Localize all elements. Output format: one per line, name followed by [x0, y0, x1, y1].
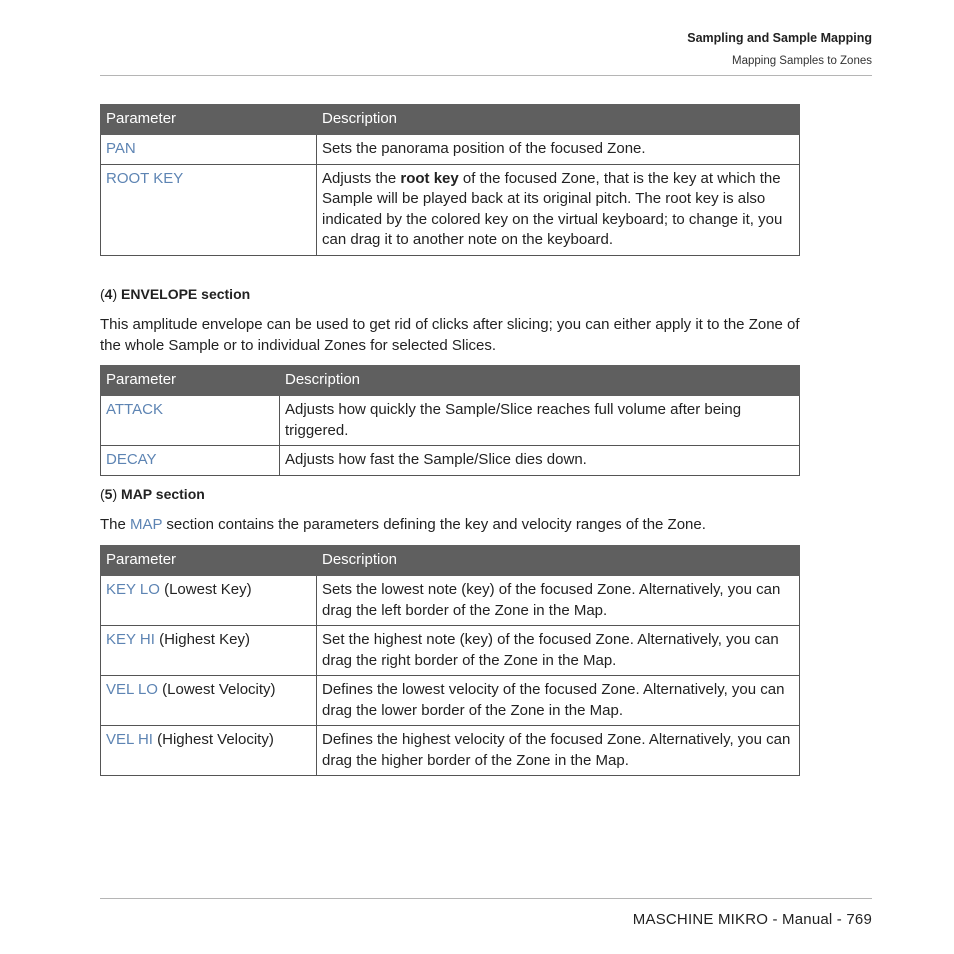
envelope-paragraph: This amplitude envelope can be used to get rid of clicks after slicing; you can either apply it to the Zone of the whole Sample or to individual Zones for selected Slices.: [100, 316, 800, 354]
table-row: [101, 135, 800, 165]
parameter-cell: [101, 726, 317, 776]
parameter-cell: [101, 576, 317, 626]
header-divider: [100, 75, 872, 76]
paragraph-control-name: MAP: [130, 516, 163, 533]
description-cell: Adjusts how quickly the Sample/Slice reaches full volume after being triggered.: [280, 396, 800, 446]
map-paragraph: [100, 514, 810, 535]
parameter-table-envelope: [100, 365, 800, 476]
parameter-note: (Lowest Velocity): [157, 681, 276, 698]
parameter-cell: [101, 446, 280, 476]
table-row: [101, 396, 800, 446]
envelope-section-heading: [100, 286, 250, 302]
parameter-cell: [101, 676, 317, 726]
parameter-name: KEY HI: [106, 631, 155, 648]
paragraph-text: The: [100, 516, 131, 533]
map-section-heading: [100, 486, 205, 502]
parameter-cell: [101, 396, 280, 446]
description-cell: Adjusts how fast the Sample/Slice dies down.: [280, 446, 800, 476]
column-header-description: Description: [317, 546, 800, 576]
parameter-name: PAN: [106, 140, 136, 157]
heading-paren-close: ): [112, 486, 118, 502]
description-text: of the focused Zone, that is the key at which the Sample will be played back at its original pitch. The root key is also indicated by the colored key on the virtual keyboard; to change it, you can drag it to another note on the keyboard.: [322, 169, 783, 248]
heading-title: ENVELOPE section: [121, 286, 251, 302]
table-row: [101, 726, 800, 776]
heading-number: 4: [104, 286, 113, 302]
parameter-name: KEY LO: [106, 581, 160, 598]
section-title: Mapping Samples to Zones: [732, 55, 872, 67]
parameter-cell: [101, 626, 317, 676]
parameter-table-map: [100, 545, 800, 776]
table-row: [101, 446, 800, 476]
table-header-row: [101, 105, 800, 135]
description-cell: Set the highest note (key) of the focused Zone. Alternatively, you can drag the right border of the Zone in the Map.: [317, 626, 800, 676]
heading-number: 5: [104, 486, 113, 502]
heading-paren-close: ): [112, 286, 118, 302]
parameter-name: VEL LO: [106, 681, 158, 698]
parameter-note: (Highest Key): [154, 631, 250, 648]
table-header-row: [101, 546, 800, 576]
description-cell: Defines the highest velocity of the focused Zone. Alternatively, you can drag the higher border of the Zone in the Map.: [317, 726, 800, 776]
description-cell: [317, 164, 800, 255]
description-emphasis: root key: [400, 169, 459, 187]
footer-divider: [100, 898, 872, 899]
table-row: [101, 626, 800, 676]
description-cell: Sets the panorama position of the focused Zone.: [317, 135, 800, 165]
table-row: [101, 164, 800, 255]
chapter-title: Sampling and Sample Mapping: [687, 31, 872, 45]
description-cell: Sets the lowest note (key) of the focused Zone. Alternatively, you can drag the left border of the Zone in the Map.: [317, 576, 800, 626]
parameter-name: VEL HI: [106, 731, 153, 748]
parameter-cell: [101, 164, 317, 255]
table-header-row: [101, 366, 800, 396]
description-text: Adjusts the: [322, 169, 401, 187]
parameter-cell: [101, 135, 317, 165]
column-header-parameter: Parameter: [101, 105, 317, 135]
column-header-parameter: Parameter: [101, 366, 280, 396]
parameter-name: DECAY: [106, 451, 157, 468]
parameter-note: (Lowest Key): [159, 581, 252, 598]
description-cell: Defines the lowest velocity of the focused Zone. Alternatively, you can drag the lower border of the Zone in the Map.: [317, 676, 800, 726]
parameter-name: ROOT KEY: [106, 169, 184, 187]
paragraph-text: section contains the parameters defining the key and velocity ranges of the Zone.: [162, 516, 706, 533]
heading-paren-open: (: [100, 486, 105, 502]
column-header-description: Description: [280, 366, 800, 396]
page-footer: MASCHINE MIKRO - Manual - 769: [632, 911, 872, 928]
parameter-name: ATTACK: [106, 401, 163, 418]
table-row: [101, 676, 800, 726]
table-row: [101, 576, 800, 626]
column-header-parameter: Parameter: [101, 546, 317, 576]
parameter-table-pan-root: [100, 104, 800, 256]
heading-paren-open: (: [100, 286, 105, 302]
parameter-note: (Highest Velocity): [152, 731, 274, 748]
heading-title: MAP section: [121, 486, 205, 502]
column-header-description: Description: [317, 105, 800, 135]
